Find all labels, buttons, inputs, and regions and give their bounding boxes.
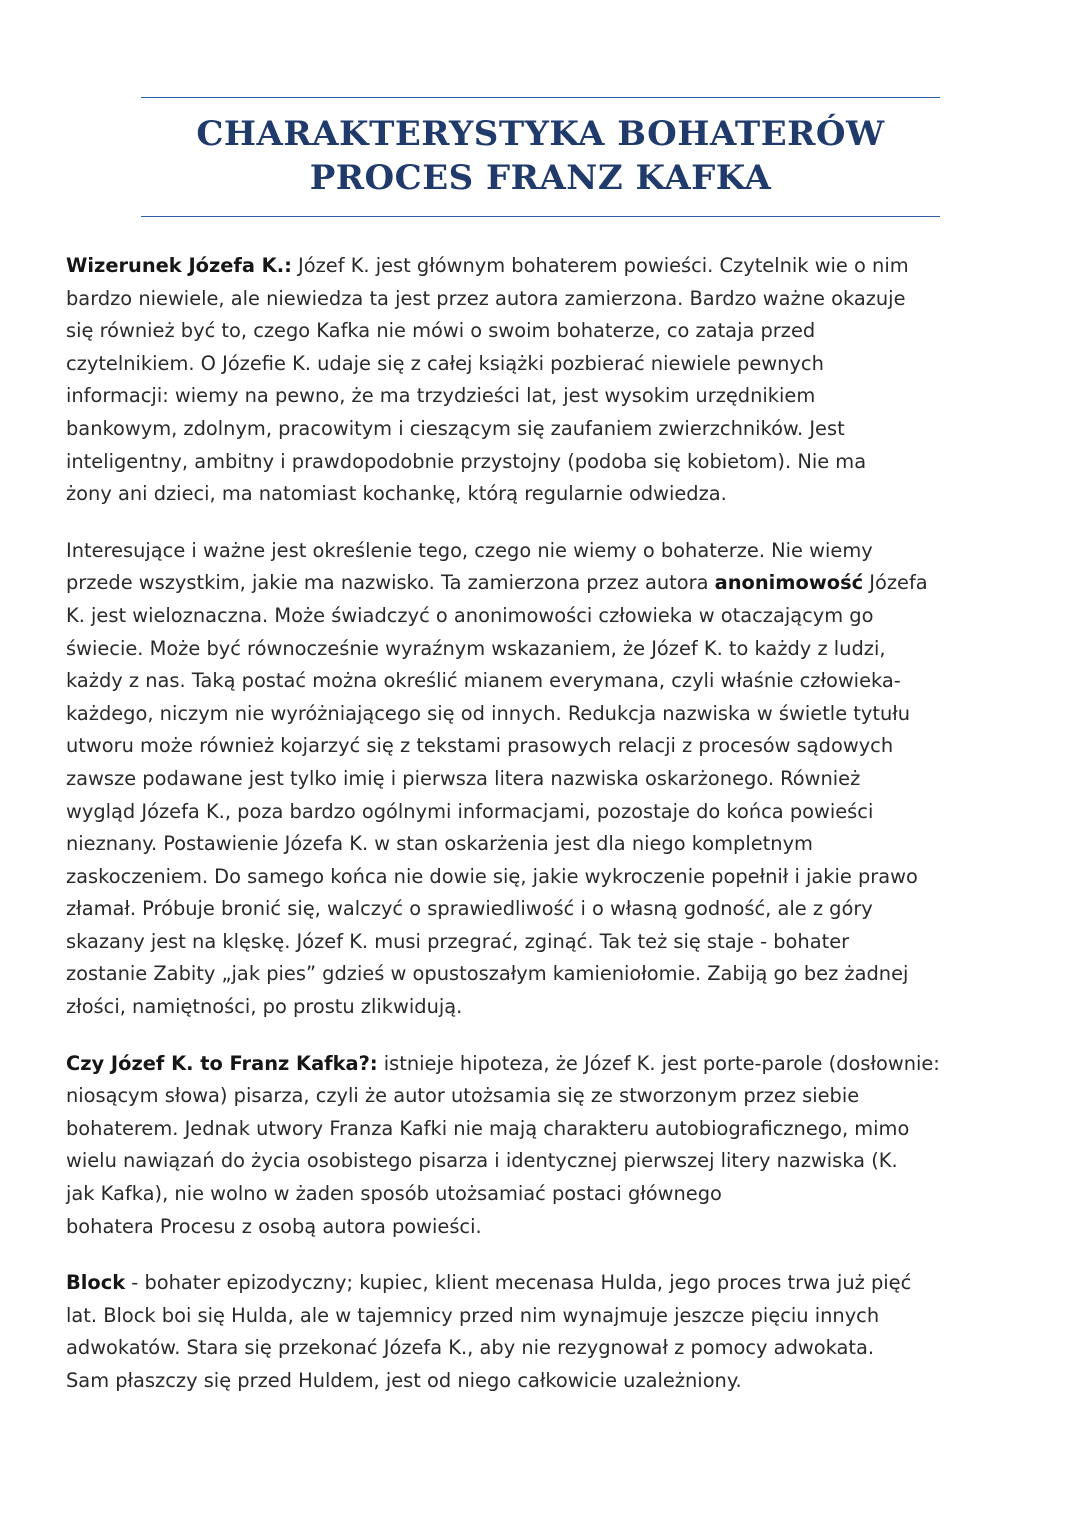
text-line: Block - bohater epizodyczny; kupiec, klient mecenasa Hulda, jego proces trwa już pięć xyxy=(66,1271,912,1295)
text-line: zaskoczeniem. Do samego końca nie dowie się, jakie wykroczenie popełnił i jakie prawo xyxy=(66,864,918,888)
text-line: inteligentny, ambitny i prawdopodobnie przystojny (podoba się kobietom). Nie ma xyxy=(66,449,867,473)
text-line: się również być to, czego Kafka nie mówi o swoim bohaterze, co zataja przed xyxy=(66,319,816,343)
paragraph-kafka xyxy=(66,1048,1024,1244)
section-label-jozef: Wizerunek Józefa K.: xyxy=(66,254,292,277)
text-line: czytelnikiem. O Józefie K. udaje się z całej książki pozbierać niewiele pewnych xyxy=(66,351,824,375)
text-line: Sam płaszczy się przed Huldem, jest od niego całkowicie uzależniony. xyxy=(66,1369,742,1392)
text-line: nieznany. Postawienie Józefa K. w stan oskarżenia jest dla niego kompletnym xyxy=(66,832,813,856)
text-line: bardzo niewiele, ale niewiedza ta jest przez autora zamierzona. Bardzo ważne okazuje xyxy=(66,286,906,310)
text-line: Czy Józef K. to Franz Kafka?: istnieje hipoteza, że Józef K. jest porte-parole (dosłownie: xyxy=(66,1051,940,1075)
text-line: każdy z nas. Taką postać można określić mianem everymana, czyli właśnie człowieka- xyxy=(66,669,901,693)
section-label-kafka: Czy Józef K. to Franz Kafka?: xyxy=(66,1051,378,1075)
text-line: jak Kafka), nie wolno w żaden sposób utożsamiać postaci głównego xyxy=(66,1182,722,1206)
text-line: żony ani dzieci, ma natomiast kochankę, którą regularnie odwiedza. xyxy=(66,482,727,506)
document-title xyxy=(141,112,940,200)
text-line: niosącym słowa) pisarza, czyli że autor utożsamia się ze stworzonym przez siebie xyxy=(66,1084,860,1108)
text-line: zawsze podawane jest tylko imię i pierwsza litera nazwiska oskarżonego. Również xyxy=(66,766,861,790)
text-line: lat. Block boi się Hulda, ale w tajemnicy przed nim wynajmuje jeszcze pięciu innych xyxy=(66,1303,880,1327)
title-rule-bottom xyxy=(141,216,940,217)
section-label-block: Block xyxy=(66,1271,126,1295)
text-line: bankowym, zdolnym, pracowitym i cieszącym się zaufaniem zwierzchników. Jest xyxy=(66,416,845,440)
text-line: adwokatów. Stara się przekonać Józefa K., aby nie rezygnował z pomocy adwokata. xyxy=(66,1336,875,1360)
text-line: wygląd Józefa K., poza bardzo ogólnymi informacjami, pozostaje do końca powieści xyxy=(66,799,874,823)
paragraph-block xyxy=(66,1267,1024,1397)
text-line: Wizerunek Józefa K.: Józef K. jest głównym bohaterem powieści. Czytelnik wie o nim xyxy=(66,254,909,277)
text-line: każdego, niczym nie wyróżniającego się od innych. Redukcja nazwiska w świetle tytułu xyxy=(66,701,911,725)
text-line: utworu może również kojarzyć się z tekstami prasowych relacji z procesów sądowych xyxy=(66,734,894,758)
text-line: przede wszystkim, jakie ma nazwisko. Ta zamierzona przez autora anonimowość Józefa xyxy=(66,571,928,595)
paragraph-jozef-k xyxy=(66,250,1024,511)
text-line: wielu nawiązań do życia osobistego pisarza i identycznej pierwszej litery nazwiska (K. xyxy=(66,1149,898,1173)
text-line: informacji: wiemy na pewno, że ma trzydzieści lat, jest wysokim urzędnikiem xyxy=(66,384,816,408)
text-line: bohatera Procesu z osobą autora powieści. xyxy=(66,1214,482,1238)
text-line: złości, namiętności, po prostu zlikwidują. xyxy=(66,995,463,1019)
text-line: świecie. Może być równocześnie wyraźnym wskazaniem, że Józef K. to każdy z ludzi, xyxy=(66,636,886,660)
emphasis-anonimowosc: anonimowość xyxy=(714,571,864,595)
title-line-2: PROCES FRANZ KAFKA xyxy=(309,158,772,198)
title-line-1: CHARAKTERYSTYKA BOHATERÓW xyxy=(196,114,885,154)
text-line: złamał. Próbuje bronić się, walczyć o sprawiedliwość i o własną godność, ale z góry xyxy=(66,897,873,921)
paragraph-anonymity xyxy=(66,535,1024,1024)
text-line: skazany jest na klęskę. Józef K. musi przegrać, zginąć. Tak też się staje - bohater xyxy=(66,929,850,953)
text-line: K. jest wieloznaczna. Może świadczyć o anonimowości człowieka w otaczającym go xyxy=(66,603,874,627)
text-line: zostanie Zabity „jak pies” gdzieś w opustoszałym kamieniołomie. Zabiją go bez żadnej xyxy=(66,962,909,986)
text-line: bohaterem. Jednak utwory Franza Kafki nie mają charakteru autobiograficznego, mimo xyxy=(66,1116,910,1140)
text-line: Interesujące i ważne jest określenie tego, czego nie wiemy o bohaterze. Nie wiemy xyxy=(66,538,873,562)
document-body xyxy=(66,250,1024,1422)
title-rule-top xyxy=(141,97,940,98)
